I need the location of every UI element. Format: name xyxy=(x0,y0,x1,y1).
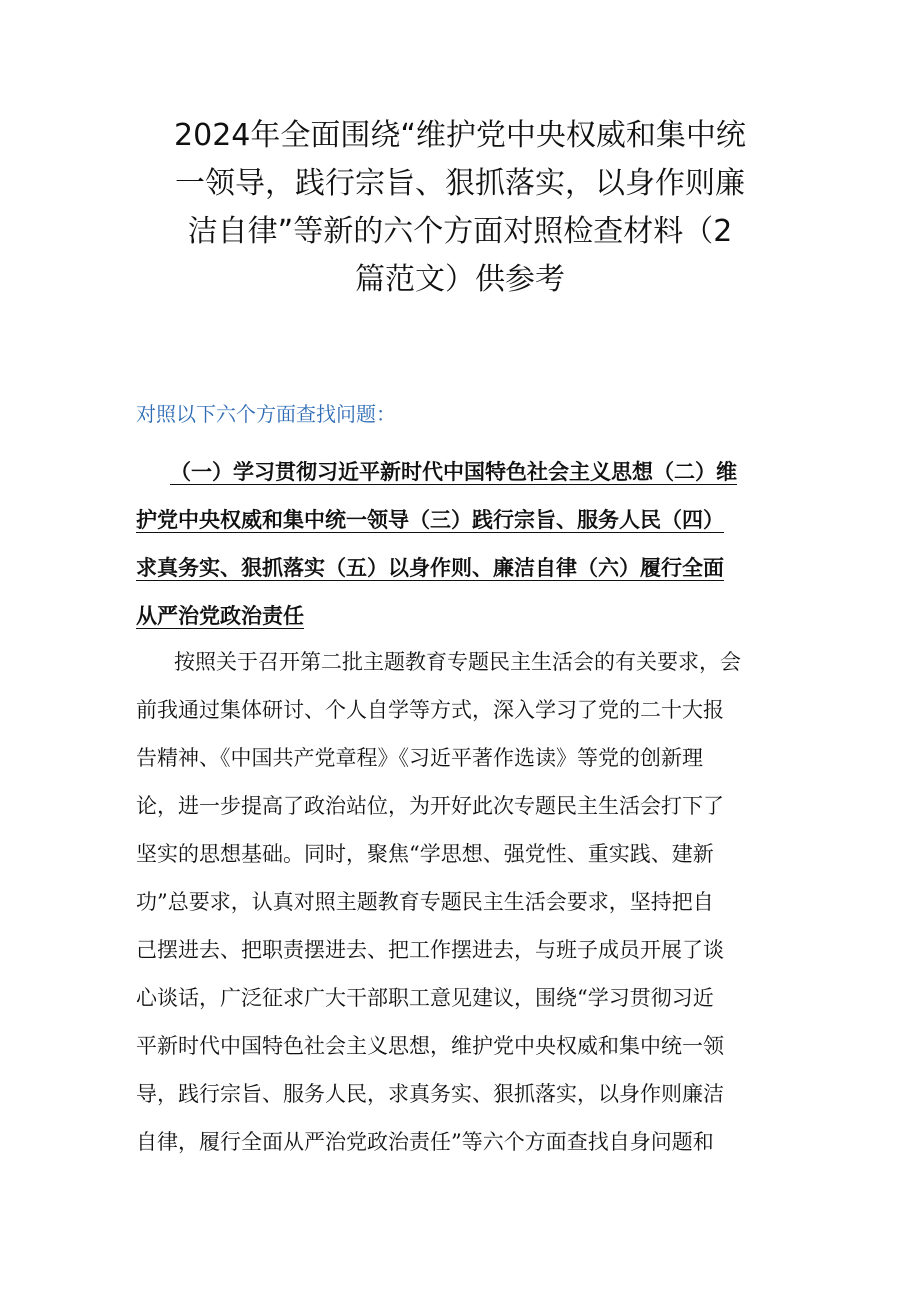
title-line: 篇范文）供参考 xyxy=(355,262,565,297)
body-line: 按照关于召开第二批主题教育专题民主生活会的有关要求，会 xyxy=(174,650,741,674)
aspects-line: 从严治党政治责任 xyxy=(136,603,304,628)
aspects-line: （一）学习贯彻习近平新时代中国特色社会主义思想（二）维 xyxy=(170,459,737,484)
title-line: 2024年全面围绕“维护党中央权威和集中统 xyxy=(174,118,746,153)
body-line: 自律，履行全面从严治党政治责任”等六个方面查找自身问题和 xyxy=(136,1130,714,1154)
aspects-line: 求真务实、狠抓落实（五）以身作则、廉洁自律（六）履行全面 xyxy=(136,555,724,580)
document-title xyxy=(120,112,800,304)
aspects-line: 护党中央权威和集中统一领导（三）践行宗旨、服务人民（四） xyxy=(136,507,724,532)
body-line: 前我通过集体研讨、个人自学等方式，深入学习了党的二十大报 xyxy=(136,698,724,722)
body-line: 功”总要求，认真对照主题教育专题民主生活会要求，坚持把自 xyxy=(136,890,714,914)
body-paragraph xyxy=(136,638,796,1166)
body-line: 告精神、《中国共产党章程》《习近平著作选读》等党的创新理 xyxy=(136,746,703,770)
section-heading: 对照以下六个方面查找问题： xyxy=(136,402,396,426)
six-aspects-list xyxy=(136,448,796,640)
title-line: 一领导，践行宗旨、狠抓落实，以身作则廉 xyxy=(175,166,745,201)
body-line: 导，践行宗旨、服务人民，求真务实、狠抓落实，以身作则廉洁 xyxy=(136,1082,724,1106)
body-line: 坚实的思想基础。同时，聚焦“学思想、强党性、重实践、建新 xyxy=(136,842,714,866)
body-line: 论，进一步提高了政治站位，为开好此次专题民主生活会打下了 xyxy=(136,794,724,818)
title-line: 洁自律”等新的六个方面对照检查材料（2 xyxy=(187,214,733,249)
body-line: 己摆进去、把职责摆进去、把工作摆进去，与班子成员开展了谈 xyxy=(136,938,724,962)
body-line: 心谈话，广泛征求广大干部职工意见建议，围绕“学习贯彻习近 xyxy=(136,986,714,1010)
body-line: 平新时代中国特色社会主义思想，维护党中央权威和集中统一领 xyxy=(136,1034,724,1058)
